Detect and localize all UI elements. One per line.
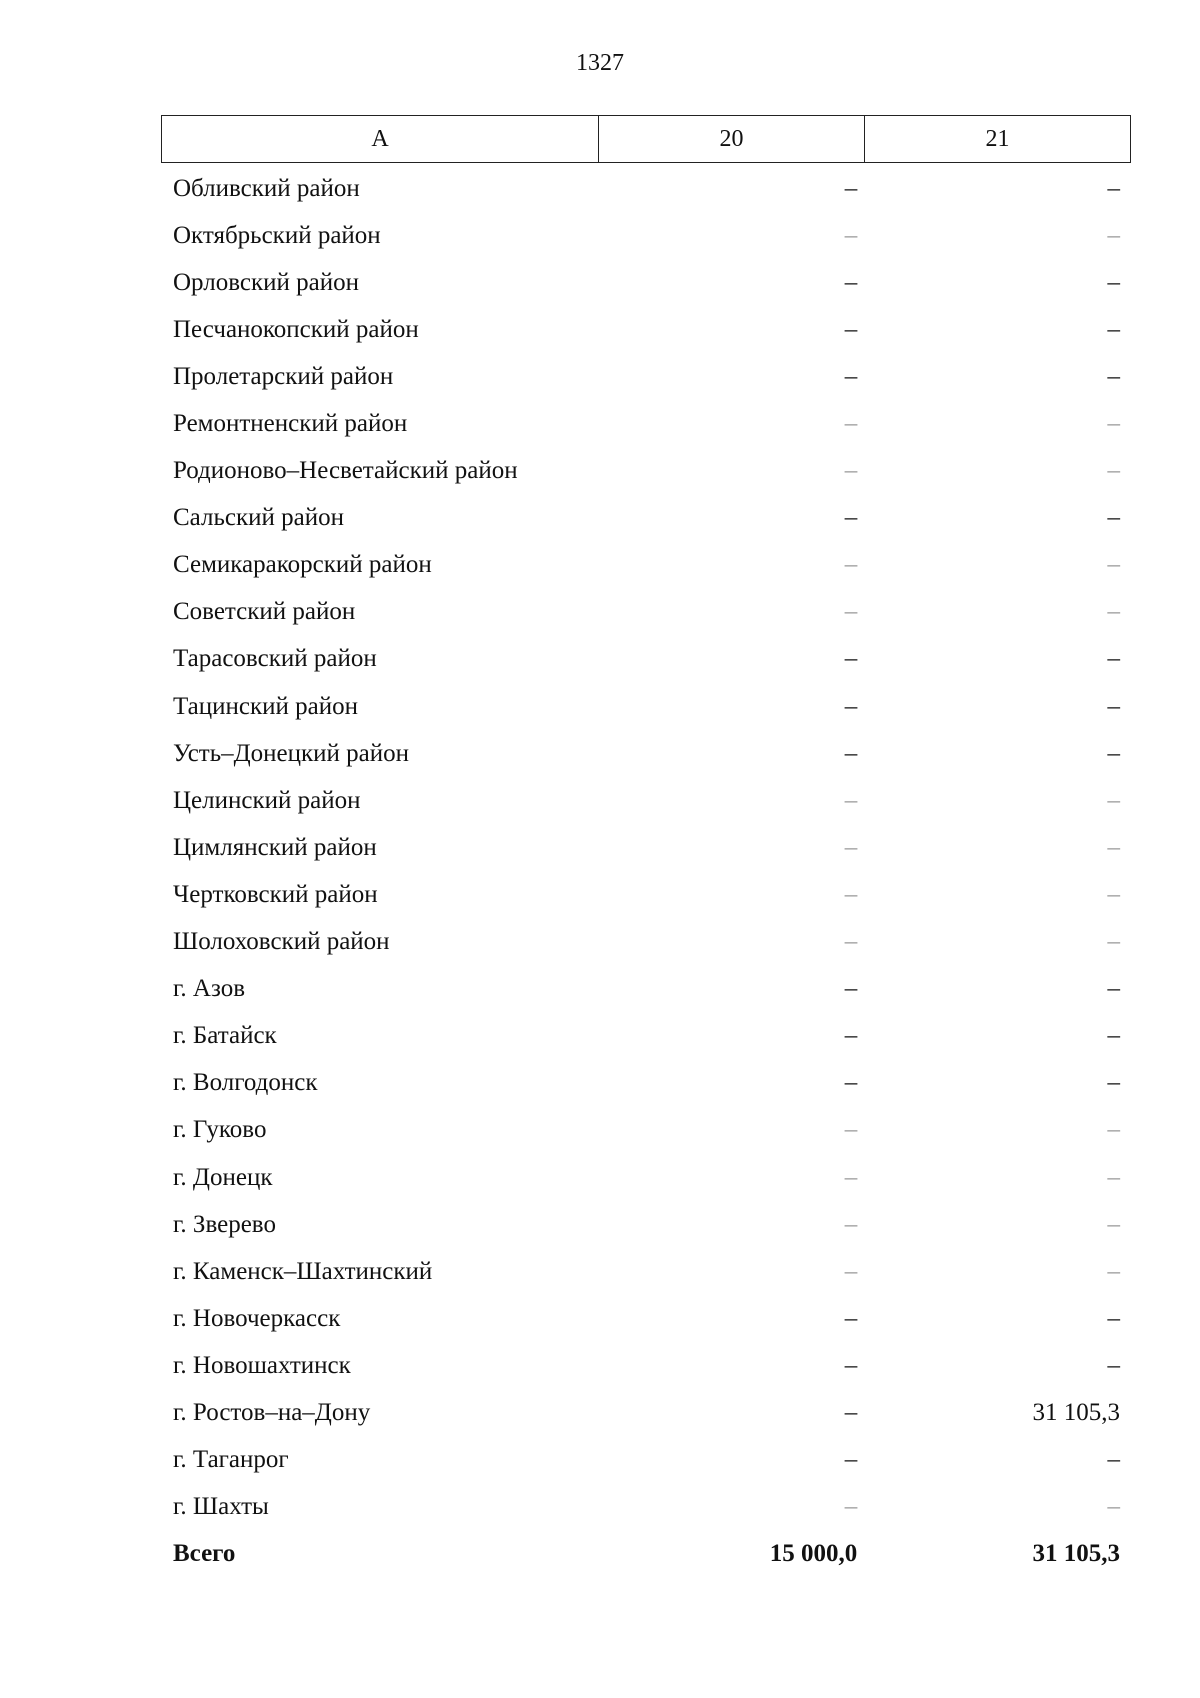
table-row [161, 448, 1130, 495]
cell-20: – [844, 1257, 858, 1285]
row-name: Октябрьский район [173, 221, 381, 249]
table-row [161, 1107, 1130, 1154]
cell-21: – [1107, 645, 1120, 673]
cell-21: – [1107, 1069, 1120, 1097]
cell-21: – [1107, 410, 1120, 438]
cell-20: – [844, 1163, 858, 1191]
cell-20: – [844, 315, 858, 343]
row-name: Усть–Донецкий район [173, 739, 410, 767]
cell-20: – [844, 362, 858, 390]
table-row [161, 1342, 1130, 1389]
cell-21: – [1107, 1304, 1120, 1332]
column-header-20: 20 [599, 116, 865, 163]
row-name: г. Шахты [173, 1493, 269, 1521]
row-name: Целинский район [173, 786, 361, 814]
cell-20: – [844, 1446, 858, 1474]
cell-20: – [844, 645, 858, 673]
row-name: г. Батайск [173, 1022, 277, 1050]
row-name: г. Ростов–на–Дону [173, 1398, 371, 1426]
table-row [161, 259, 1130, 306]
cell-21: 31 105,3 [1032, 1398, 1120, 1426]
row-name: Советский район [173, 598, 356, 626]
row-name: Орловский район [173, 268, 359, 296]
cell-21: – [1107, 268, 1120, 296]
cell-21: – [1107, 1210, 1120, 1238]
cell-21: – [1107, 598, 1120, 626]
cell-21: – [1107, 739, 1120, 767]
row-name: Цимлянский район [173, 833, 377, 861]
row-name: г. Волгодонск [173, 1069, 318, 1097]
row-name: Тацинский район [173, 692, 358, 720]
cell-20: – [844, 786, 858, 814]
cell-20: – [844, 1351, 858, 1379]
cell-20: – [844, 1116, 858, 1144]
cell-20: – [844, 1398, 858, 1426]
row-name: г. Таганрог [173, 1446, 289, 1474]
table-row [161, 165, 1130, 212]
cell-21: – [1107, 975, 1120, 1003]
table-row [161, 589, 1130, 636]
table-row [161, 1154, 1130, 1201]
total-label: Всего [173, 1540, 236, 1568]
cell-21: – [1107, 1351, 1120, 1379]
table-row [161, 683, 1130, 730]
table-row [161, 824, 1130, 871]
row-name: Ремонтненский район [173, 410, 408, 438]
row-name: г. Новошахтинск [173, 1351, 351, 1379]
cell-21: – [1107, 1116, 1120, 1144]
row-name: г. Каменск–Шахтинский [173, 1257, 433, 1285]
row-name: Шолоховский район [173, 928, 390, 956]
table-row [161, 636, 1130, 683]
table-row [161, 1389, 1130, 1436]
row-name: Тарасовский район [173, 645, 377, 673]
cell-20: – [844, 1022, 858, 1050]
row-name: Обливский район [173, 174, 360, 202]
cell-21: – [1107, 880, 1120, 908]
cell-21: – [1107, 928, 1120, 956]
cell-20: – [844, 833, 858, 861]
cell-21: – [1107, 551, 1120, 579]
row-name: Пролетарский район [173, 362, 394, 390]
table-row [161, 871, 1130, 918]
cell-20: – [844, 410, 858, 438]
table-row [161, 1484, 1130, 1531]
cell-20: – [844, 1304, 858, 1332]
cell-20: – [844, 221, 858, 249]
cell-21: – [1107, 315, 1120, 343]
table-row [161, 1437, 1130, 1484]
cell-21: – [1107, 1257, 1120, 1285]
table-row [161, 1201, 1130, 1248]
total-21: 31 105,3 [1032, 1540, 1120, 1568]
cell-21: – [1107, 692, 1120, 720]
cell-20: – [844, 457, 858, 485]
row-name: Песчанокопский район [173, 315, 419, 343]
cell-20: – [844, 739, 858, 767]
table-row [161, 1248, 1130, 1295]
cell-20: – [844, 1210, 858, 1238]
table-row [161, 1060, 1130, 1107]
table-row [161, 919, 1130, 966]
table-header [161, 115, 1131, 163]
table-row [161, 542, 1130, 589]
table-row [161, 1013, 1130, 1060]
table-body [161, 165, 1130, 1578]
cell-21: – [1107, 1493, 1120, 1521]
table-row [161, 966, 1130, 1013]
cell-21: – [1107, 1163, 1120, 1191]
column-header-21: 21 [865, 116, 1131, 163]
cell-20: – [844, 1069, 858, 1097]
column-header-a: А [162, 116, 599, 163]
row-name: г. Новочеркасск [173, 1304, 341, 1332]
cell-21: – [1107, 221, 1120, 249]
cell-20: – [844, 928, 858, 956]
row-name: Родионово–Несветайский район [173, 457, 518, 485]
table-row [161, 730, 1130, 777]
cell-21: – [1107, 457, 1120, 485]
cell-21: – [1107, 786, 1120, 814]
total-20: 15 000,0 [769, 1540, 858, 1568]
page-number: 1327 [576, 50, 624, 76]
row-name: г. Гуково [173, 1116, 267, 1144]
cell-21: – [1107, 174, 1120, 202]
cell-20: – [844, 975, 858, 1003]
row-name: г. Донецк [173, 1163, 273, 1191]
cell-20: – [844, 598, 858, 626]
cell-20: – [844, 551, 858, 579]
cell-20: – [844, 692, 858, 720]
cell-21: – [1107, 362, 1120, 390]
cell-21: – [1107, 1022, 1120, 1050]
cell-20: – [844, 174, 858, 202]
table-row [161, 1295, 1130, 1342]
row-name: Чертковский район [173, 880, 378, 908]
cell-21: – [1107, 1446, 1120, 1474]
cell-21: – [1107, 833, 1120, 861]
cell-20: – [844, 504, 858, 532]
cell-20: – [844, 1493, 858, 1521]
row-name: г. Азов [173, 975, 246, 1003]
table-row [161, 495, 1130, 542]
table-row [161, 306, 1130, 353]
cell-21: – [1107, 504, 1120, 532]
row-name: Сальский район [173, 504, 344, 532]
table-row [161, 212, 1130, 259]
row-name: г. Зверево [173, 1210, 276, 1238]
cell-20: – [844, 268, 858, 296]
table-row [161, 353, 1130, 400]
table-row [161, 400, 1130, 447]
cell-20: – [844, 880, 858, 908]
table-row [161, 777, 1130, 824]
total-row [161, 1531, 1130, 1578]
row-name: Семикаракорский район [173, 551, 432, 579]
